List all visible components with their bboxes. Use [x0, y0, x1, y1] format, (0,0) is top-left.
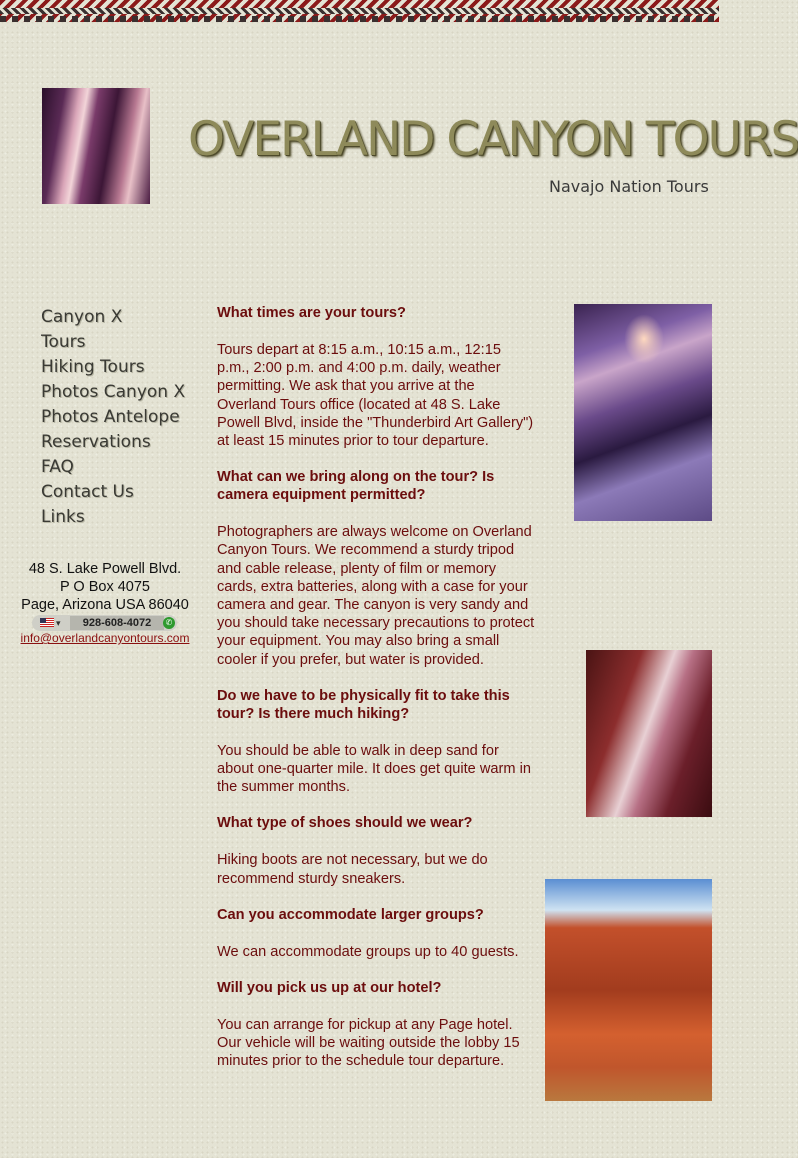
nav-item-photos-antelope[interactable]: Photos Antelope — [41, 407, 180, 427]
email-link[interactable]: info@overlandcanyontours.com — [20, 631, 190, 645]
nav-item-contact-us[interactable]: Contact Us — [41, 482, 134, 502]
nav-item-links[interactable]: Links — [41, 507, 85, 527]
nav-item-hiking-tours[interactable]: Hiking Tours — [41, 357, 145, 377]
faq-question: Will you pick us up at our hotel? — [217, 980, 442, 997]
faq-question: Do we have to be physically fit to take this tour? Is there much hiking? — [217, 687, 510, 722]
faq-question: What type of shoes should we wear? — [217, 815, 473, 832]
phone-number[interactable]: 928-608-4072 — [70, 616, 164, 630]
faq-answer: You can arrange for pickup at any Page hotel. Our vehicle will be waiting outside the lobby 15 minutes prior to the schedule tour departure. — [217, 1017, 520, 1070]
chevron-down-icon[interactable]: ▾ — [56, 618, 61, 628]
faq-section — [217, 304, 537, 1089]
faq-question: What can we bring along on the tour? Is camera equipment permitted? — [217, 469, 495, 504]
site-title: OVERLAND CANYON TOURS — [188, 112, 798, 167]
faq-answer: Hiking boots are not necessary, but we do recommend sturdy sneakers. — [217, 852, 488, 887]
slot-canyon-photo-purple — [574, 304, 712, 521]
us-flag-icon — [40, 618, 54, 627]
address-block — [0, 560, 210, 614]
nav-item-faq[interactable]: FAQ — [41, 457, 74, 477]
navajo-pattern-border — [0, 0, 719, 22]
nav-item-photos-canyon-x[interactable]: Photos Canyon X — [41, 382, 186, 402]
address-street: 48 S. Lake Powell Blvd. — [28, 561, 182, 577]
sidebar-nav — [41, 305, 185, 530]
faq-question: Can you accommodate larger groups? — [217, 906, 484, 923]
faq-answer: We can accommodate groups up to 40 guests. — [217, 943, 519, 960]
slot-canyon-logo-photo — [42, 88, 150, 204]
address-city: Page, Arizona USA 86040 — [21, 597, 189, 613]
slot-canyon-photo-red — [586, 650, 712, 817]
nav-item-canyon-x[interactable]: Canyon X — [41, 307, 123, 327]
site-subtitle: Navajo Nation Tours — [549, 177, 709, 196]
faq-question: What times are your tours? — [217, 305, 406, 321]
faq-answer: Photographers are always welcome on Overland Canyon Tours. We recommend a sturdy tripod and cable release, plenty of film or memory cards, extra batteries, along with a case for your camera and gear. The canyon is very sandy and you should take necessary precautions to protect your equipment. You may also bring a small cooler if you prefer, but water is provided. — [217, 524, 535, 668]
faq-answer: You should be able to walk in deep sand for about one-quarter mile. It does get quite warm in the summer months. — [217, 742, 531, 796]
red-rock-hoodoo-photo — [545, 879, 712, 1101]
faq-answer: Tours depart at 8:15 a.m., 10:15 a.m., 12:15 p.m., 2:00 p.m. and 4:00 p.m. daily, weather permitting. We ask that you arrive at the Overland Tours office (located at 48 S. Lake Powell Blvd, inside the "Thunderbird Art Gallery") at least 15 minutes prior to tour departure. — [217, 342, 534, 450]
phone-widget[interactable] — [32, 615, 177, 631]
address-po-box: P O Box 4075 — [59, 579, 151, 595]
call-icon[interactable]: ✆ — [163, 617, 175, 629]
nav-item-tours[interactable]: Tours — [41, 332, 86, 352]
nav-item-reservations[interactable]: Reservations — [41, 432, 151, 452]
